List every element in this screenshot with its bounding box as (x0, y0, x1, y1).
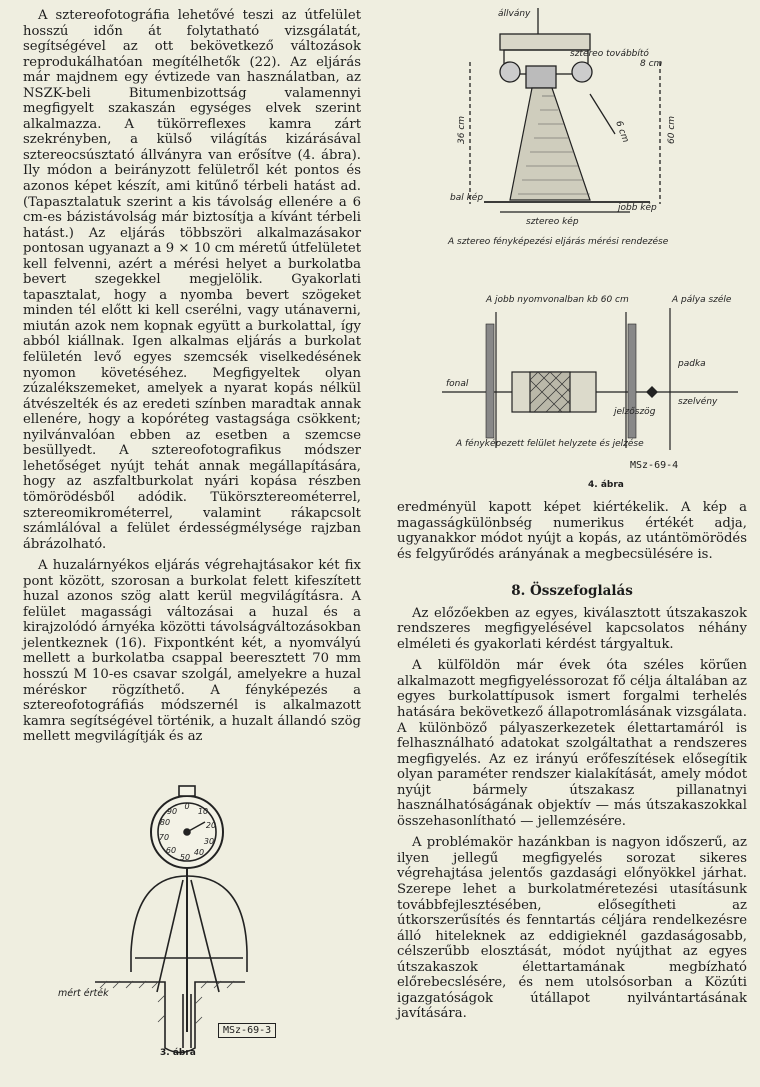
marker-nail-label: jelzőszög (614, 407, 656, 417)
dimension-label: 36 cm (457, 115, 467, 144)
dial-number: 10 (197, 807, 209, 816)
tripod-label: állvány (498, 9, 531, 19)
stereo-transfer-label: sztereo továbbító (570, 49, 649, 59)
body-paragraph: A problémakör hazánkban is nagyon időszerű, az ilyen jellegű megfigyelés sorozat sikeres végrehajtása jelentős gazdasági előnyökkel járhat. Szerepe lehet a burkolatméretezési utasításunk továbbfejlesztésében, elősegítheti az útkorszerűsítés és fenntartás céljára rendelkezésre álló hiteleknek az eddigieknél gazdaságosabb, célszerűbb elosztását, módot nyújthat az egyes útszakaszok élettartamának megbízható előrebecslésére, és nem utolsósorban a Közúti igazgatóságok útállapot nyilvántartásának javítására. (397, 835, 747, 1022)
right-image-label: jobb kép (618, 203, 657, 213)
measured-value-label: mért érték (58, 988, 109, 999)
figure-4-caption: 4. ábra (588, 480, 624, 490)
body-paragraph: eredményül kapott képet kiértékelik. A kép a magasságkülönbség numerikus értékét adja, ugyanakkor módot nyújt a kopás, az utántömörödés és felgyűrődés arányának a megbecsülésére is. (397, 500, 747, 562)
body-paragraph: A külföldön már évek óta széles körűen alkalmazott megfigyeléssorozat fő célja általában az egyes burkolattípusok ismert forgalmi terhelés hatására bekövetkező állapotromlásának vizsgálata. A különböző pályaszerkezetek élettartamáról is felhasználható adatokat szolgáltathat a rendszeres megfigyelés. Az ez irányú erőfeszítések elősegítik olyan paraméter rendszer kialakítását, amely módot nyújt bármely útszakasz pillanatnyi használhatóságának objektív — más útszakaszokkal összehasonlítható — jellemzésére. (397, 658, 747, 829)
stereo-image-label: sztereo kép (526, 217, 579, 227)
section-label: szelvény (678, 397, 718, 407)
dimension-label: 6 cm (613, 119, 631, 144)
track-header-label: A jobb nyomvonalban kb 60 cm (486, 295, 629, 305)
figure-3-code: MSz-69-3 (218, 1023, 276, 1038)
dial-number: 0 (184, 802, 190, 811)
body-paragraph: Az előzőekben az egyes, kiválasztott útszakaszok rendszeres megfigyelésével kapcsolatos néhány elméleti és gyakorlati kérdést tárgyaltuk. (397, 605, 747, 652)
stereo-setup-drawing (440, 4, 750, 254)
figure-3-caption: 3. ábra (160, 1048, 196, 1058)
road-edge-label: A pálya széle (672, 295, 732, 305)
dial-number: 30 (203, 837, 215, 846)
dial-number: 40 (193, 848, 205, 857)
left-image-label: bal kép (450, 193, 484, 203)
section-heading: 8. Összefoglalás (511, 583, 633, 600)
dial-number: 70 (158, 833, 170, 842)
dimension-label: 60 cm (667, 115, 677, 144)
left-column (23, 8, 361, 745)
surface-position-drawing (438, 290, 748, 490)
dial-number: 80 (159, 818, 171, 827)
body-paragraph: A sztereofotográfia lehetővé teszi az útfelület hosszú időn át folytatható vizsgálatát, segítségével az ott bekövetkező változások reprodukálhatóan megítélhetők (22). Az eljárás már majdnem egy évtizede van használatban, az NSZK-beli Bitumenbizottság valamennyi megfigyelt szakaszán egységes elvek szerint alkalmazza. A tükörreflexes kamra zárt szekrényben, a külső világítás kizárásával sztereocsúsztató állványra van erősítve (4. ábra). Ily módon a beirányzott felületről két pontos és azonos képet készít, ami kitűnő térbeli hatást ad. (Tapasztalatuk szerint a kis távolság ellenére a 6 cm-es bázistávolság már biztosítja a kívánt térbeli hatást.) Az eljárás többszöri alkalmazásakor pontosan ugyanazt a 9 ⨯ 10 cm méretű útfelületet kell felvenni, azért a mérési helyet a burkolatba bevert szegekkel megjelölik. Gyakorlati tapasztalat, hogy a nyomba bevert szögeket minden tél előtt ki kell cserélni, vagy utánaverni, miután azok nem kopnak együtt a burkolattal, így abból kiállnak. Igen alkalmas eljárás a burkolat felületén levő egyes szemcsék viselkedésének nyomon követéséhez. Megfigyeltek olyan zúzalékszemeket, amelyek a nyarat kopás nélkül átvészelték és az eredeti színben maradtak annak ellenére, hogy a kopóréteg vastagsága csökkent; nyilvánvalóan ebben az esetben a szemcse besüllyedt. A sztereofotografikus módszer lehetőséget nyújt tehát annak megállapítására, hogy az aszfaltburkolat nyári kopása részben tömörödésből adódik. Tükörsztereométerrel, sztereomikrométerrel, valamint rákapcsolt számlálóval a felület érdességmélysége rajzban ábrázolható. (23, 8, 361, 552)
figure-4-top (440, 4, 750, 254)
dial-number: 20 (205, 821, 217, 830)
body-paragraph: A huzalárnyékos eljárás végrehajtásakor két fix pont között, szorosan a burkolat felett kifeszített huzal azonos szög alatt kerül megvilágításra. A felület magassági változásai a huzal és a kirajzolódó árnyéka közötti távolságváltozásokban jelentkeznek (16). Fixpontként két, a nyomvályú mellett a burkolatba csappal beeresztett 70 mm hosszú M 10-es csavar szolgál, amelyekre a huzal méréskor rögzíthető. A fényképezés a sztereofotográfiás módszernél is alkalmazott kamra segítségével történik, a huzalt állandó szög mellett megvilágítják és az (23, 558, 361, 745)
dimension-label: 8 cm (640, 59, 663, 69)
right-column (397, 500, 747, 1022)
dial-number: 90 (166, 807, 178, 816)
figure-4-code: MSz-69-4 (630, 460, 679, 471)
shoulder-label: padka (678, 359, 706, 369)
dial-number: 60 (165, 846, 177, 855)
figure-4-bottom (438, 290, 748, 490)
thread-label: fonal (446, 379, 469, 389)
dial-number: 50 (179, 853, 191, 862)
bottom-figure-caption: A fényképezett felület helyzete és jelzése (456, 439, 644, 449)
top-figure-caption: A sztereo fényképezési eljárás mérési rendezése (448, 237, 669, 247)
